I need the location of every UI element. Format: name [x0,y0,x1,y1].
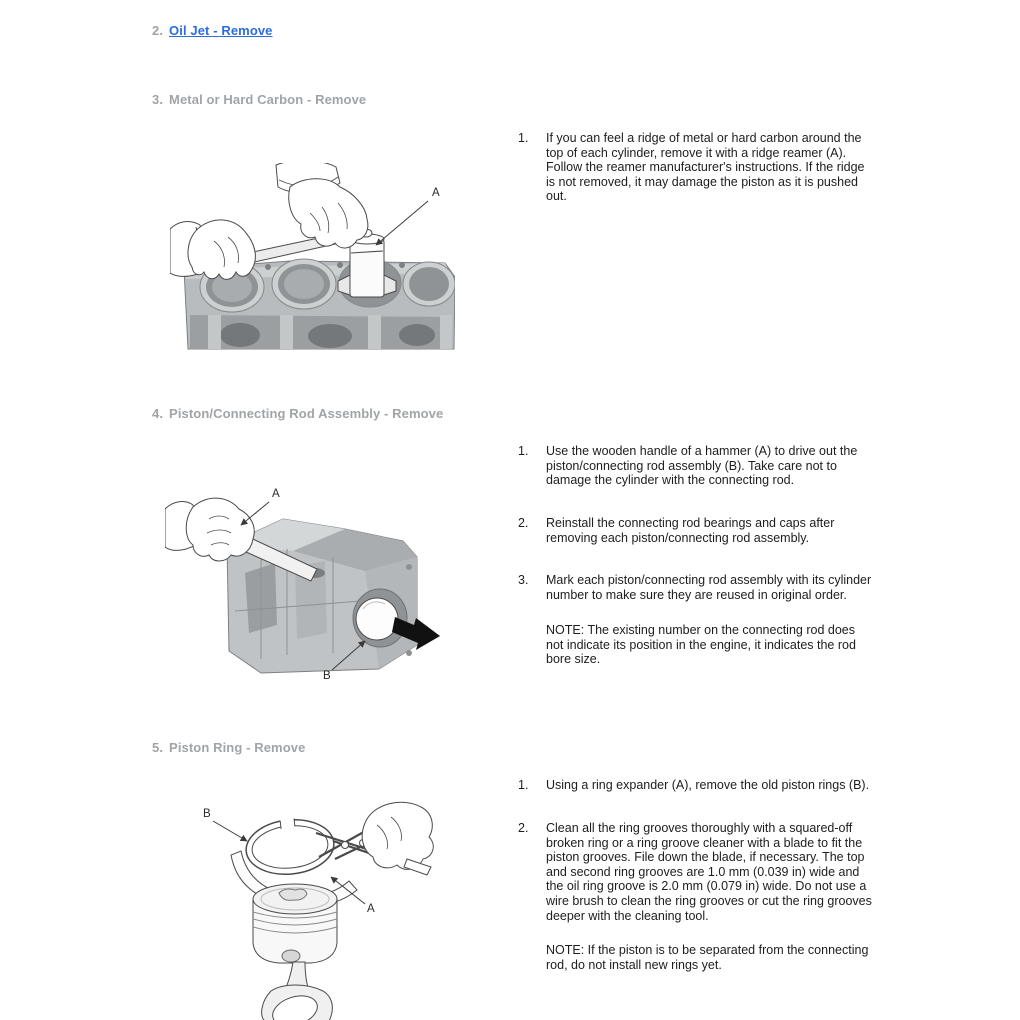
heading-title: Piston/Connecting Rod Assembly - Remove [169,406,444,421]
step-text: Mark each piston/connecting rod assembly with its cylinder number to make sure they are reused in original order. [546,573,872,602]
step-item [518,131,874,204]
heading-title: Metal or Hard Carbon - Remove [169,92,367,107]
step-text: Clean all the ring grooves thoroughly with a squared-off broken ring or a ring groove cleaner with a blade to fit the piston grooves. File down the blade, if necessary. The top and second ring grooves are 1.0 mm (0.039 in) wide and the oil ring groove is 2.0 mm (0.079 in) wide. Do not use a wire brush to clean the ring grooves or cut the ring grooves deeper with the cleaning tool. [546,821,872,923]
figure-ring-expander [195,795,435,1020]
step-item [518,516,874,545]
left-hand [170,220,255,280]
label-a-arrow [376,201,428,245]
figure-piston-rod-removal [165,483,440,688]
label-b-arrow [213,821,247,841]
step-item [518,573,874,602]
heading-number: 5. [152,740,164,755]
step-item [518,444,874,488]
step-item [518,778,874,793]
step-number: 1. [518,778,529,792]
step-text: If you can feel a ridge of metal or hard carbon around the top of each cylinder, remove it with a ridge reamer (A). Follow the reamer manufacturer's instructions. If the ridge is not removed, it may damage the piston as it is pushed out. [546,131,865,204]
heading-piston-ring [152,740,305,755]
piston-rod-removal-illustration [165,483,440,688]
heading-number: 4. [152,406,164,421]
step-number: 3. [518,573,529,587]
step-item [518,821,874,923]
piston [253,884,337,963]
step-number: 1. [518,444,529,458]
heading-metal-carbon [152,92,366,107]
heading-piston-rod [152,406,443,421]
figure-ridge-reamer [170,163,455,353]
figure-label-b: B [203,808,211,820]
step-number: 2. [518,516,529,530]
piston [356,598,398,640]
step-number: 1. [518,131,529,145]
linkage-pivot [342,842,349,849]
ridge-reamer-illustration [170,163,455,353]
ring-expander-illustration [195,795,435,1020]
oil-jet-remove-link[interactable]: Oil Jet - Remove [169,23,273,38]
heading-number: 3. [152,92,164,107]
figure-label-b: B [323,670,331,682]
note-text: NOTE: If the piston is to be separated from the connecting rod, do not install new rings yet. [546,943,869,972]
upper-hand [276,163,368,248]
figure-label-a: A [367,903,375,915]
figure-label-a: A [432,187,440,199]
heading-title: Piston Ring - Remove [169,740,306,755]
step-text: Using a ring expander (A), remove the old piston rings (B). [546,778,870,792]
step-number: 2. [518,821,529,835]
note-text: NOTE: The existing number on the connecting rod does not indicate its position in the engine, it indicates the rod bore size. [546,623,856,667]
step-text: Use the wooden handle of a hammer (A) to drive out the piston/connecting rod assembly (B). Take care not to damage the cylinder with the connecting rod. [546,444,858,488]
hand [362,802,433,875]
hand [165,498,254,561]
heading-oil-jet [152,23,273,38]
figure-label-a: A [272,488,280,500]
piston-ring [243,813,336,879]
heading-number: 2. [152,23,164,38]
connecting-rod [262,962,333,1020]
step-text: Reinstall the connecting rod bearings and caps after removing each piston/connecting rod assembly. [546,516,835,545]
